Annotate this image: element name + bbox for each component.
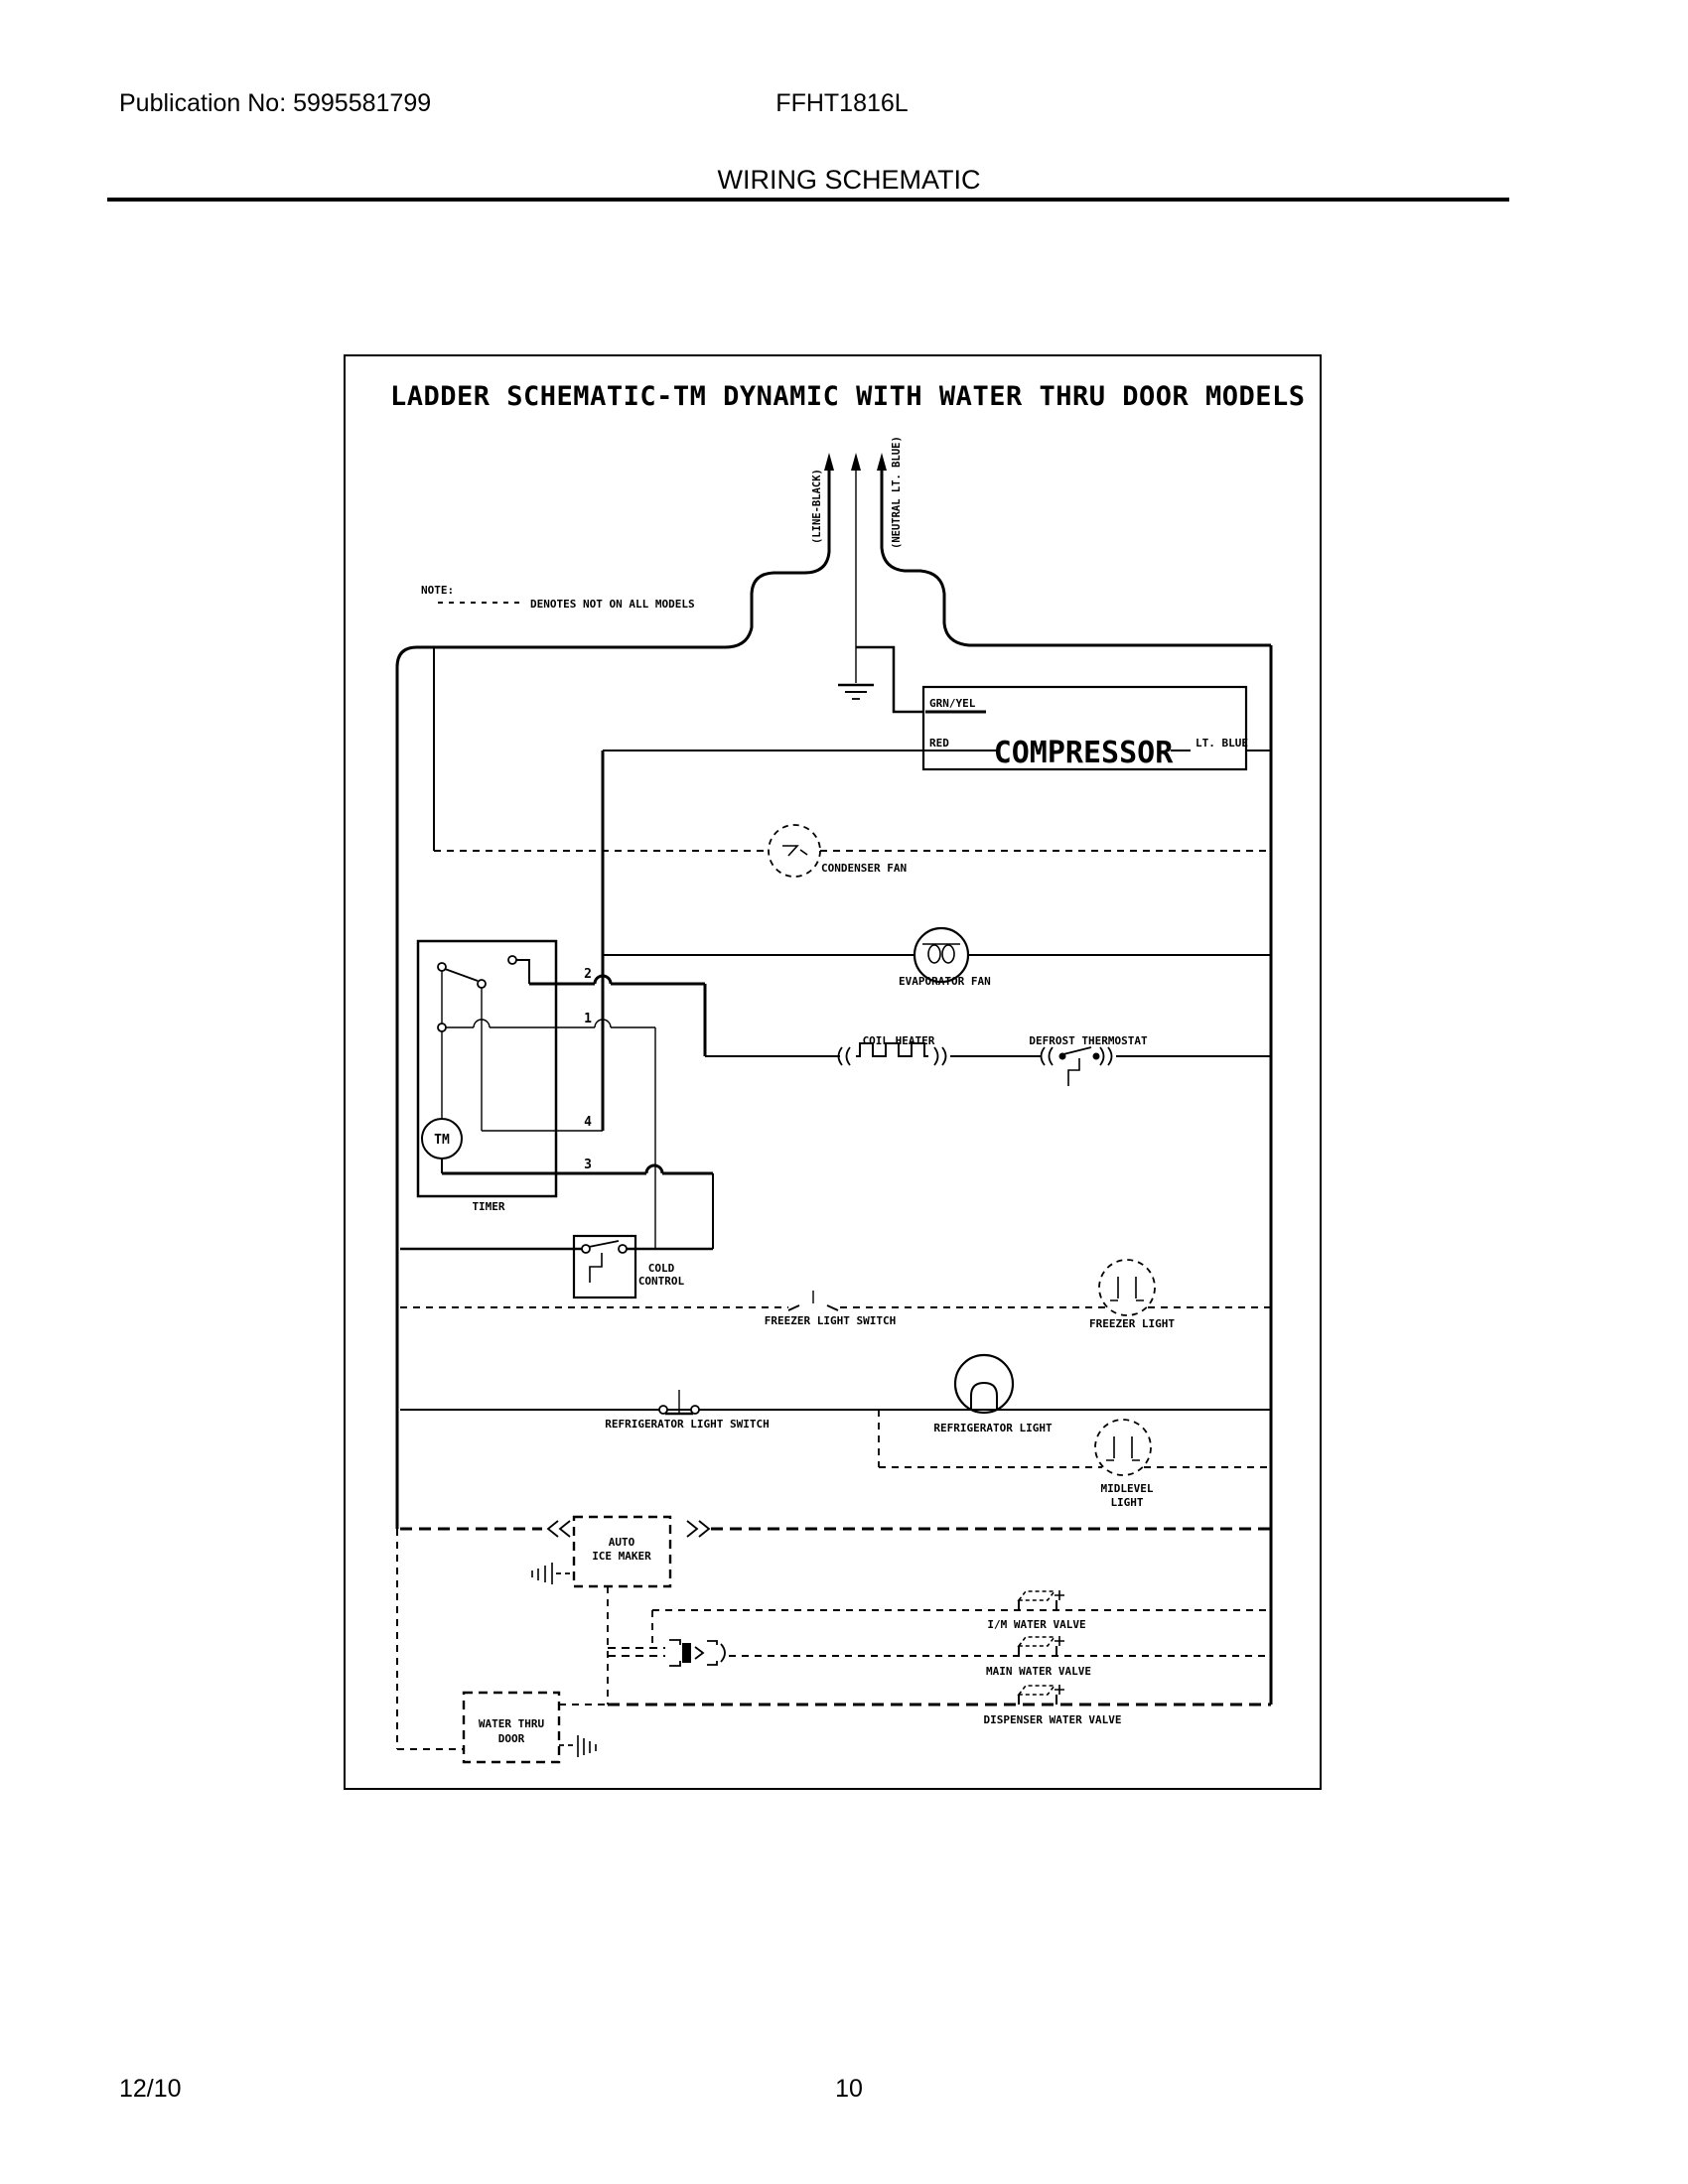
ground-symbol	[838, 685, 874, 699]
main-water-valve-symbol	[1019, 1636, 1064, 1656]
im-water-valve-symbol	[1019, 1590, 1064, 1610]
im-water-valve-rung	[652, 1590, 1271, 1648]
cold-control-label-2: CONTROL	[637, 1275, 685, 1288]
defrost-rung	[705, 984, 1271, 1086]
im-water-valve-label: I/M WATER VALVE	[987, 1618, 1086, 1631]
grn-yel-label: GRN/YEL	[929, 697, 976, 710]
ice-maker-ground-symbol	[532, 1563, 552, 1584]
refrigerator-light-switch-label: REFRIGERATOR LIGHT SWITCH	[605, 1418, 770, 1431]
dispenser-water-valve-label: DISPENSER WATER VALVE	[983, 1713, 1122, 1726]
refrigerator-light-rung	[400, 1355, 1271, 1414]
dispenser-water-valve-symbol	[1019, 1685, 1064, 1705]
compressor-label: COMPRESSOR	[993, 736, 1174, 770]
freezer-light-symbol	[1099, 1260, 1155, 1315]
neutral-arrow	[877, 453, 887, 471]
condenser-fan-label: CONDENSER FAN	[821, 862, 908, 875]
note-text: DENOTES NOT ON ALL MODELS	[530, 598, 695, 611]
freezer-light-switch-label: FREEZER LIGHT SWITCH	[764, 1314, 897, 1327]
cold-control-label-1: COLD	[647, 1262, 675, 1275]
wire-connector-symbol	[669, 1640, 725, 1666]
schematic-border	[345, 355, 1321, 1789]
schematic-title: LADDER SCHEMATIC-TM DYNAMIC WITH WATER THRU DOOR MODELS	[390, 381, 1306, 412]
dispenser-water-valve-rung	[559, 1685, 1271, 1705]
timer	[418, 751, 713, 1249]
defrost-thermostat-symbol	[1063, 1047, 1091, 1054]
midlevel-light-label-2: LIGHT	[1110, 1496, 1144, 1509]
note-label: NOTE:	[421, 584, 455, 597]
evaporator-fan-label: EVAPORATOR FAN	[899, 975, 991, 988]
section-title: WIRING SCHEMATIC	[717, 165, 981, 195]
midlevel-light-symbol	[1095, 1420, 1151, 1475]
main-water-valve-label: MAIN WATER VALVE	[986, 1665, 1091, 1678]
timer-terminal-2: 2	[584, 967, 592, 982]
ice-maker-label-1: AUTO	[608, 1536, 635, 1549]
line-arrow	[824, 453, 834, 471]
midlevel-light-label-1: MIDLEVEL	[1100, 1482, 1154, 1495]
water-thru-door-label-2: DOOR	[497, 1732, 525, 1745]
page-footer	[119, 2075, 863, 2103]
red-label: RED	[929, 737, 949, 750]
timer-terminal-3: 3	[584, 1158, 592, 1172]
timer-terminal-1: 1	[584, 1012, 592, 1026]
supply-lines	[397, 453, 1271, 1749]
line-black-label: (LINE-BLACK)	[811, 469, 823, 544]
compressor	[603, 687, 1271, 770]
publication-number: Publication No: 5995581799	[119, 89, 432, 117]
neutral-label: (NEUTRAL LT. BLUE)	[891, 436, 903, 549]
midlevel-light-rung	[879, 1410, 1271, 1475]
freezer-light-rung	[400, 1260, 1271, 1315]
timer-motor-label: TM	[434, 1133, 450, 1148]
water-thru-door-ground-symbol	[578, 1735, 596, 1757]
coil-heater-label: COIL HEATER	[862, 1034, 935, 1047]
ice-maker-label-2: ICE MAKER	[592, 1550, 651, 1563]
schematic-panel	[345, 355, 1321, 1789]
page-header	[107, 89, 1509, 200]
timer-label: TIMER	[472, 1200, 505, 1213]
evaporator-fan	[603, 928, 1271, 982]
note-legend	[421, 584, 695, 611]
defrost-thermostat-label: DEFROST THERMOSTAT	[1029, 1034, 1148, 1047]
refrigerator-light-label: REFRIGERATOR LIGHT	[933, 1422, 1053, 1434]
footer-page-number: 10	[835, 2075, 863, 2103]
footer-date: 12/10	[119, 2075, 182, 2103]
model-number: FFHT1816L	[775, 89, 909, 117]
water-thru-door-label-1: WATER THRU	[478, 1717, 545, 1730]
lt-blue-label: LT. BLUE	[1196, 737, 1248, 750]
freezer-light-switch-symbol	[788, 1305, 838, 1310]
main-water-valve-rung	[608, 1636, 1271, 1666]
timer-terminal-4: 4	[584, 1115, 592, 1130]
ground-arrow	[851, 453, 861, 471]
freezer-light-label: FREEZER LIGHT	[1088, 1317, 1176, 1330]
